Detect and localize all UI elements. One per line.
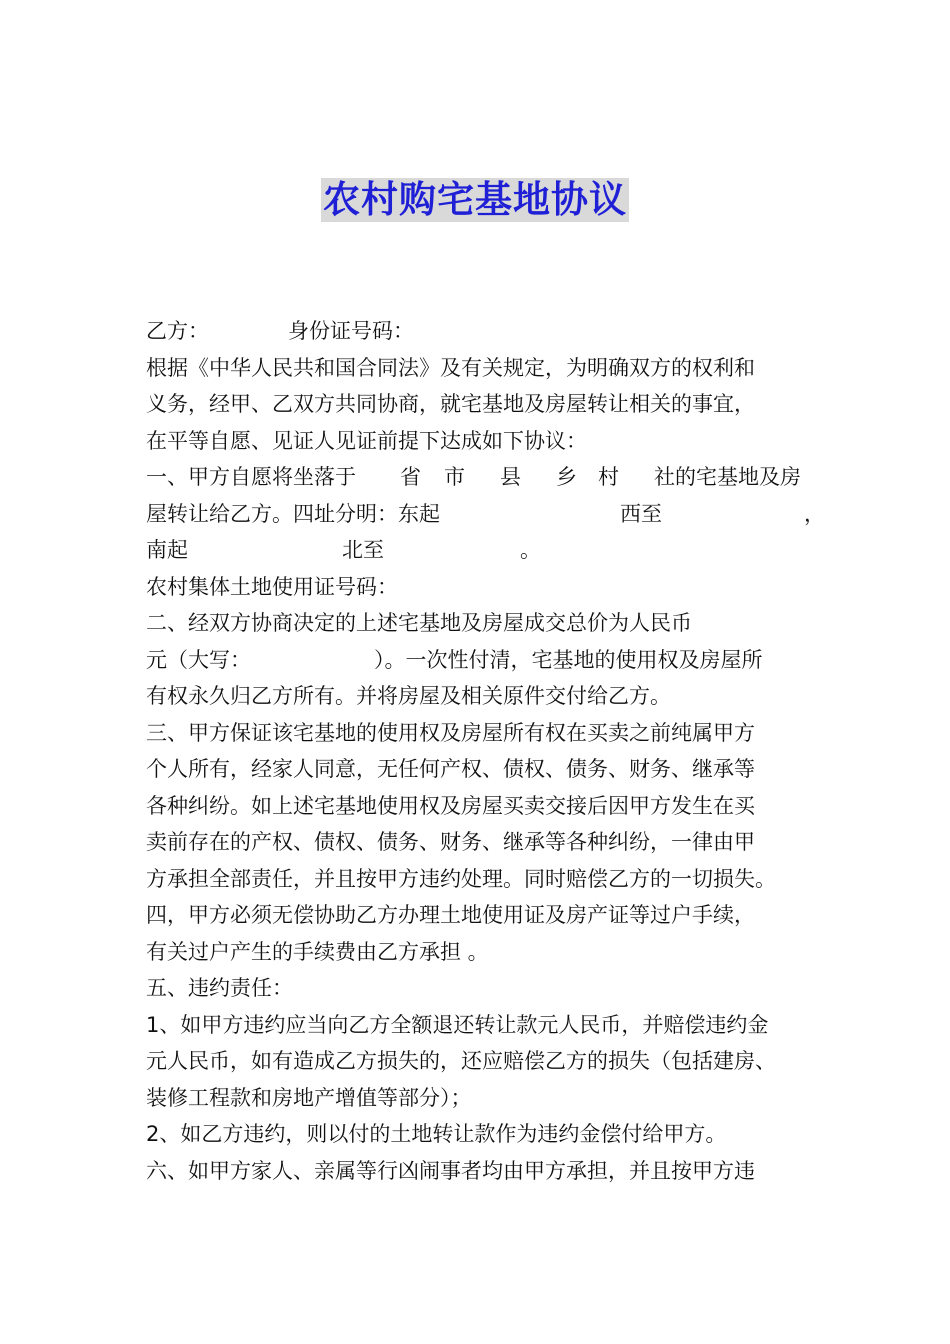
township-label: 乡 — [556, 465, 577, 489]
paragraph-line: 有权永久归乙方所有。并将房屋及相关原件交付给乙方。 — [146, 684, 671, 708]
paragraph-line: 方承担全部责任，并且按甲方违约处理。同时赔偿乙方的一切损失。 — [146, 866, 776, 891]
paragraph-line: 四，甲方必须无偿协助乙方办理土地使用证及房产证等过户手续， — [146, 903, 755, 927]
paragraph-line: 2、如乙方违约，则以付的土地转让款作为违约金偿付给甲方。 — [146, 1122, 727, 1146]
clause-1-start: 一、甲方自愿将坐落于 — [146, 465, 356, 489]
document-title: 农村购宅基地协议 — [323, 178, 627, 221]
id-number-label: 身份证号码： — [288, 319, 414, 343]
party-b-line — [146, 313, 814, 350]
paragraph-line: 个人所有，经家人同意，无任何产权、债权、债务、财务、继承等 — [146, 757, 755, 781]
paragraph-line: 元人民币，如有造成乙方损失的，还应赔偿乙方的损失（包括建房、 — [146, 1049, 776, 1073]
clause-1-end: 社的宅基地及房 — [654, 465, 801, 489]
location-line — [146, 459, 814, 496]
paragraph-line: 有关过户产生的手续费由乙方承担 。 — [146, 939, 489, 964]
paragraph-line: 六、如甲方家人、亲属等行凶闹事者均由甲方承担，并且按甲方违 — [146, 1158, 755, 1183]
paragraph-line: 二、经双方协商决定的上述宅基地及房屋成交总价为人民币 — [146, 611, 692, 635]
east-boundary-label: 屋转让给乙方。四址分明：东起 — [146, 501, 440, 526]
city-label: 市 — [444, 465, 465, 489]
paragraph-line: 三、甲方保证该宅基地的使用权及房屋所有权在买卖之前纯属甲方 — [146, 720, 755, 745]
paragraph-line: 装修工程款和房地产增值等部分）； — [146, 1085, 472, 1110]
land-cert-line: 农村集体土地使用证号码： — [146, 574, 398, 599]
title-container — [0, 178, 950, 222]
paragraph-line: 义务，经甲、乙双方共同协商，就宅基地及房屋转让相关的事宜， — [146, 392, 755, 416]
south-boundary-label: 南起 — [146, 538, 188, 562]
document-body — [146, 313, 825, 1189]
paragraph-line: 各种纠纷。如上述宅基地使用权及房屋买卖交接后因甲方发生在买 — [146, 793, 755, 818]
payment-terms: ）。一次性付清，宅基地的使用权及房屋所 — [374, 647, 763, 672]
party-b-label: 乙方： — [146, 319, 209, 343]
paragraph-line: 根据《中华人民共和国合同法》及有关规定，为明确双方的权利和 — [146, 355, 755, 380]
section-heading: 五、违约责任： — [146, 976, 293, 1000]
amount-uppercase-label: 元（大写： — [146, 647, 251, 672]
comma-mark: ， — [804, 501, 825, 526]
paragraph-line: 卖前存在的产权、债权、债务、财务、继承等各种纠纷，一律由甲 — [146, 830, 755, 854]
boundary-line-1 — [146, 496, 825, 533]
paragraph-line: 1、如甲方违约应当向乙方全额退还转让款元人民币，并赔偿违约金 — [146, 1012, 769, 1037]
paragraph-line: 在平等自愿、见证人见证前提下达成如下协议： — [146, 428, 587, 453]
village-label: 村 — [598, 465, 619, 489]
county-label: 县 — [500, 465, 521, 489]
west-boundary-label: 西至 — [620, 501, 662, 526]
north-boundary-label: 北至 — [342, 538, 384, 562]
province-label: 省 — [400, 465, 421, 489]
boundary-line-2 — [146, 532, 814, 569]
amount-line — [146, 642, 814, 679]
period-mark: 。 — [520, 538, 541, 562]
